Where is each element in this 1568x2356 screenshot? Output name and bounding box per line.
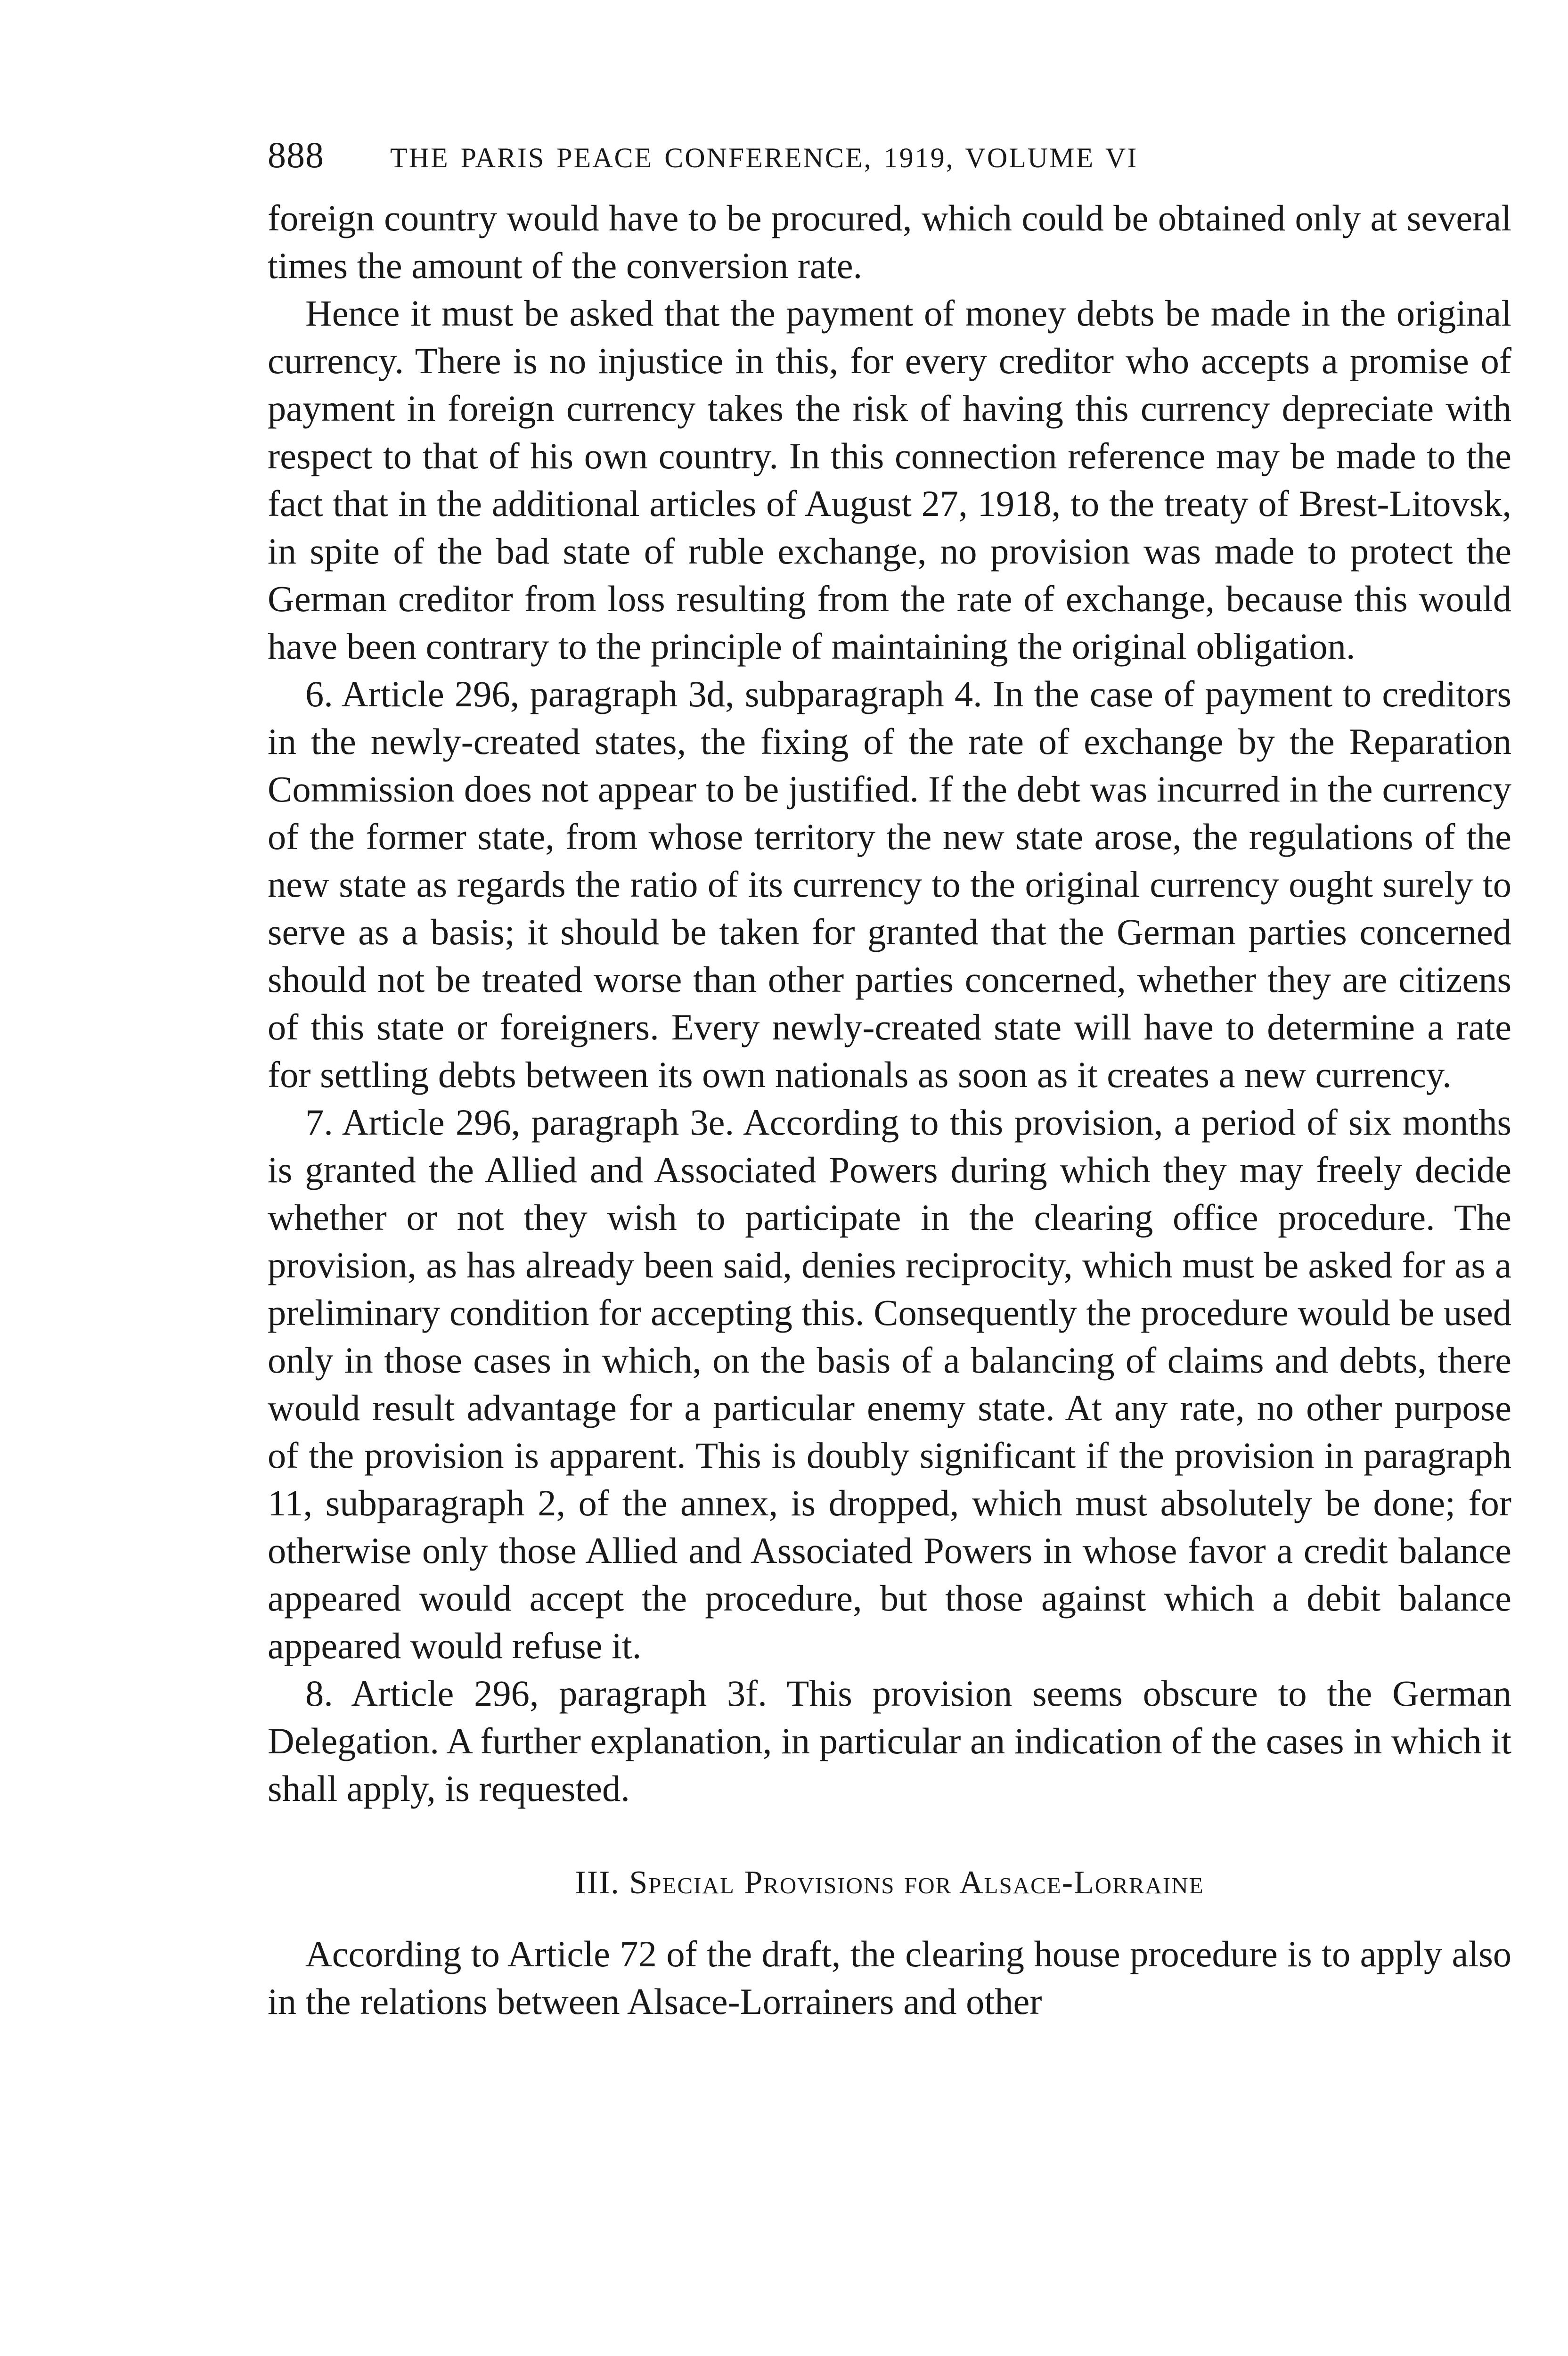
paragraph-original-currency: Hence it must be asked that the payment of money debts be made in the original currency. There is no injustice in this, for every creditor who accepts a promise of payment in foreign currency takes the risk of having this currency depreciate with respect to that of his own country. In this connection reference may be made to the fact that in the additional articles of August 27, 1918, to the treaty of Brest-Litovsk, in spite of the bad state of ruble exchange, no provision was made to protect the German creditor from loss resulting from the rate of exchange, because this would have been contrary to the principle of maintaining the original obligation. xyxy=(268,293,1511,667)
paragraph-item-6: 6. Article 296, paragraph 3d, subparagraph 4. In the case of payment to creditors in the newly-created states, the fixing of the rate of exchange by the Reparation Commission does not appear to be justified. If the debt was incurred in the currency of the former state, from whose territory the new state arose, the regulations of the new state as regards the ratio of its currency to the original currency ought surely to serve as a basis; it should be taken for granted that the German parties concerned should not be treated worse than other parties concerned, whether they are citizens of this state or foreigners. Every newly-created state will have to determine a rate for settling debts between its own nationals as soon as it creates a new currency. xyxy=(268,673,1511,1095)
paragraph-alsace-lorraine: According to Article 72 of the draft, the clearing house procedure is to apply also in the relations between Alsace-Lorrainers and other xyxy=(268,1933,1511,2022)
paragraph-item-8: 8. Article 296, paragraph 3f. This provision seems obscure to the German Delegation. A further explanation, in particular an indication of the cases in which it shall apply, is requested. xyxy=(268,1673,1511,1809)
running-header xyxy=(268,134,1511,190)
running-title: THE PARIS PEACE CONFERENCE, 1919, VOLUME VI xyxy=(390,142,1138,173)
document-page xyxy=(268,134,1511,2025)
page-number: 888 xyxy=(268,134,324,175)
paragraph-continuation: foreign country would have to be procured, which could be obtained only at several times the amount of the conversion rate. xyxy=(268,197,1511,286)
paragraph-item-7: 7. Article 296, paragraph 3e. According to this provision, a period of six months is granted the Allied and Associated Powers during which they may freely decide whether or not they wish to participate in the clearing office procedure. The provision, as has already been said, denies reciprocity, which must be asked for as a preliminary condition for accepting this. Consequently the procedure would be used only in those cases in which, on the basis of a balancing of claims and debts, there would result advantage for a particular enemy state. At any rate, no other purpose of the provision is apparent. This is doubly significant if the provision in paragraph 11, subparagraph 2, of the annex, is dropped, which must absolutely be done; for otherwise only those Allied and Associated Powers in whose favor a credit balance appeared would accept the procedure, but those against which a debit balance appeared would refuse it. xyxy=(268,1102,1511,1666)
section-heading: III. Special Provisions for Alsace-Lorraine xyxy=(575,1865,1204,1901)
body-text xyxy=(268,194,1511,1812)
